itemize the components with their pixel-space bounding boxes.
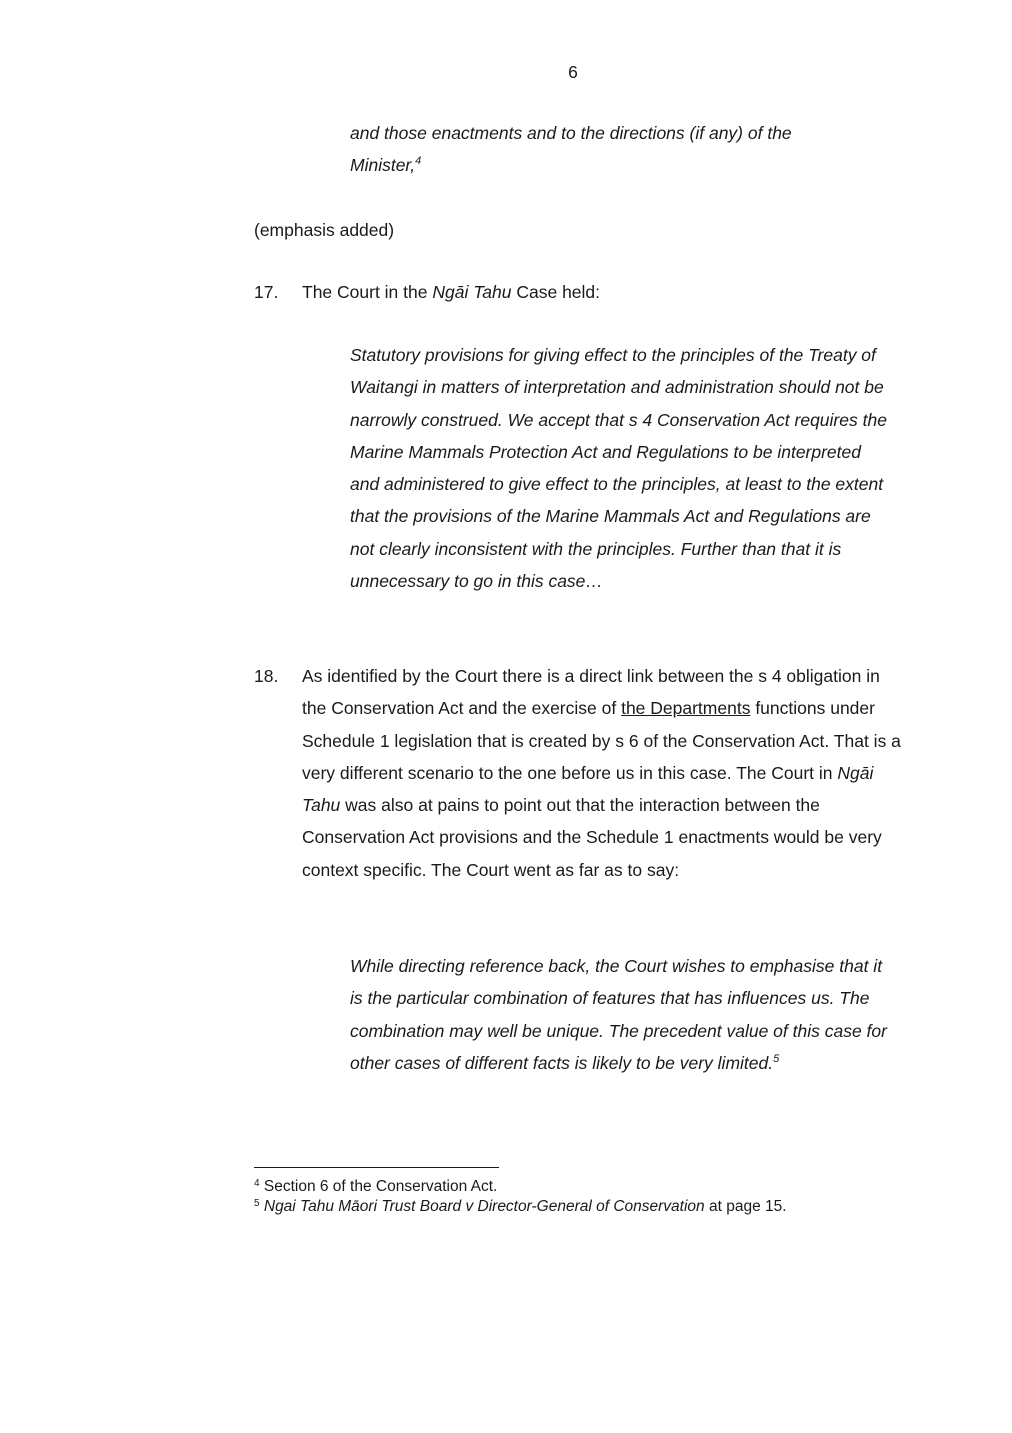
footnote-4 bbox=[254, 1177, 904, 1197]
paragraph-number: 17. bbox=[254, 282, 279, 302]
block-quote-court-emphasis bbox=[350, 950, 895, 1079]
footnote-5 bbox=[254, 1197, 904, 1217]
paragraph-body bbox=[302, 660, 904, 886]
paragraph-body bbox=[302, 276, 904, 308]
footnote-reference[interactable]: 4 bbox=[415, 155, 422, 168]
block-quote-continued bbox=[350, 117, 895, 182]
paragraph-text: The Court in the bbox=[302, 282, 433, 302]
footnotes bbox=[254, 1177, 904, 1217]
paragraph-text: Case held: bbox=[511, 282, 601, 302]
footnote-marker: 4 bbox=[254, 1178, 260, 1189]
quote-text: Statutory provisions for giving effect to the principles of the Treaty of Waitangi in matters of interpretation and administration should not be narrowly construed. We accept that s 4 Conservation Act requires the Marine Mammals Protection Act and Regulations to be interpreted and administered to give effect to the principles, at least to the extent that the provisions of the Marine Mammals Act and Regulations are not clearly inconsistent with the principles. Further than that it is unnecessary to go in this case… bbox=[350, 345, 887, 592]
paragraph-17 bbox=[254, 276, 904, 308]
paragraph-text: functions under Schedule 1 legislation that is created by s 6 of the Conservation Act. That is a very different scenario to the one before us in this case. The Court in bbox=[302, 698, 901, 783]
quote-line: and those enactments and to the directions (if any) of the bbox=[350, 123, 792, 143]
paragraph-text: was also at pains to point out that the interaction between the Conservation Act provisions and the Schedule 1 enactments would be very context specific. The Court went as far as to say: bbox=[302, 795, 882, 880]
paragraph-number: 18. bbox=[254, 666, 279, 686]
footnote-marker: 5 bbox=[254, 1198, 260, 1209]
footnote-reference[interactable]: 5 bbox=[773, 1052, 780, 1065]
paragraph-18 bbox=[254, 660, 904, 886]
underlined-text: the Departments bbox=[621, 698, 751, 719]
footnote-text: at page 15. bbox=[704, 1198, 787, 1215]
emphasis-note: (emphasis added) bbox=[254, 220, 395, 240]
case-name: Ngāi Tahu bbox=[302, 762, 874, 816]
case-name: Ngāi Tahu bbox=[432, 282, 512, 302]
footnote-text: Section 6 of the Conservation Act. bbox=[259, 1178, 498, 1195]
quote-line: Minister, bbox=[350, 155, 416, 176]
quote-text: While directing reference back, the Court wishes to emphasise that it is the particular combination of features that has influences us. The combination may well be unique. The precedent value of this case for other cases of different facts is likely to be very limited. bbox=[350, 956, 887, 1073]
block-quote-ngai-tahu-held bbox=[350, 339, 895, 597]
page-number: 6 bbox=[568, 62, 578, 82]
paragraph-text: As identified by the Court there is a direct link between the s 4 obligation in the Conservation Act and the exercise of bbox=[302, 666, 880, 719]
footnote-case-name: Ngai Tahu Māori Trust Board v Director-General of Conservation bbox=[259, 1198, 705, 1215]
footnote-separator bbox=[254, 1167, 499, 1168]
